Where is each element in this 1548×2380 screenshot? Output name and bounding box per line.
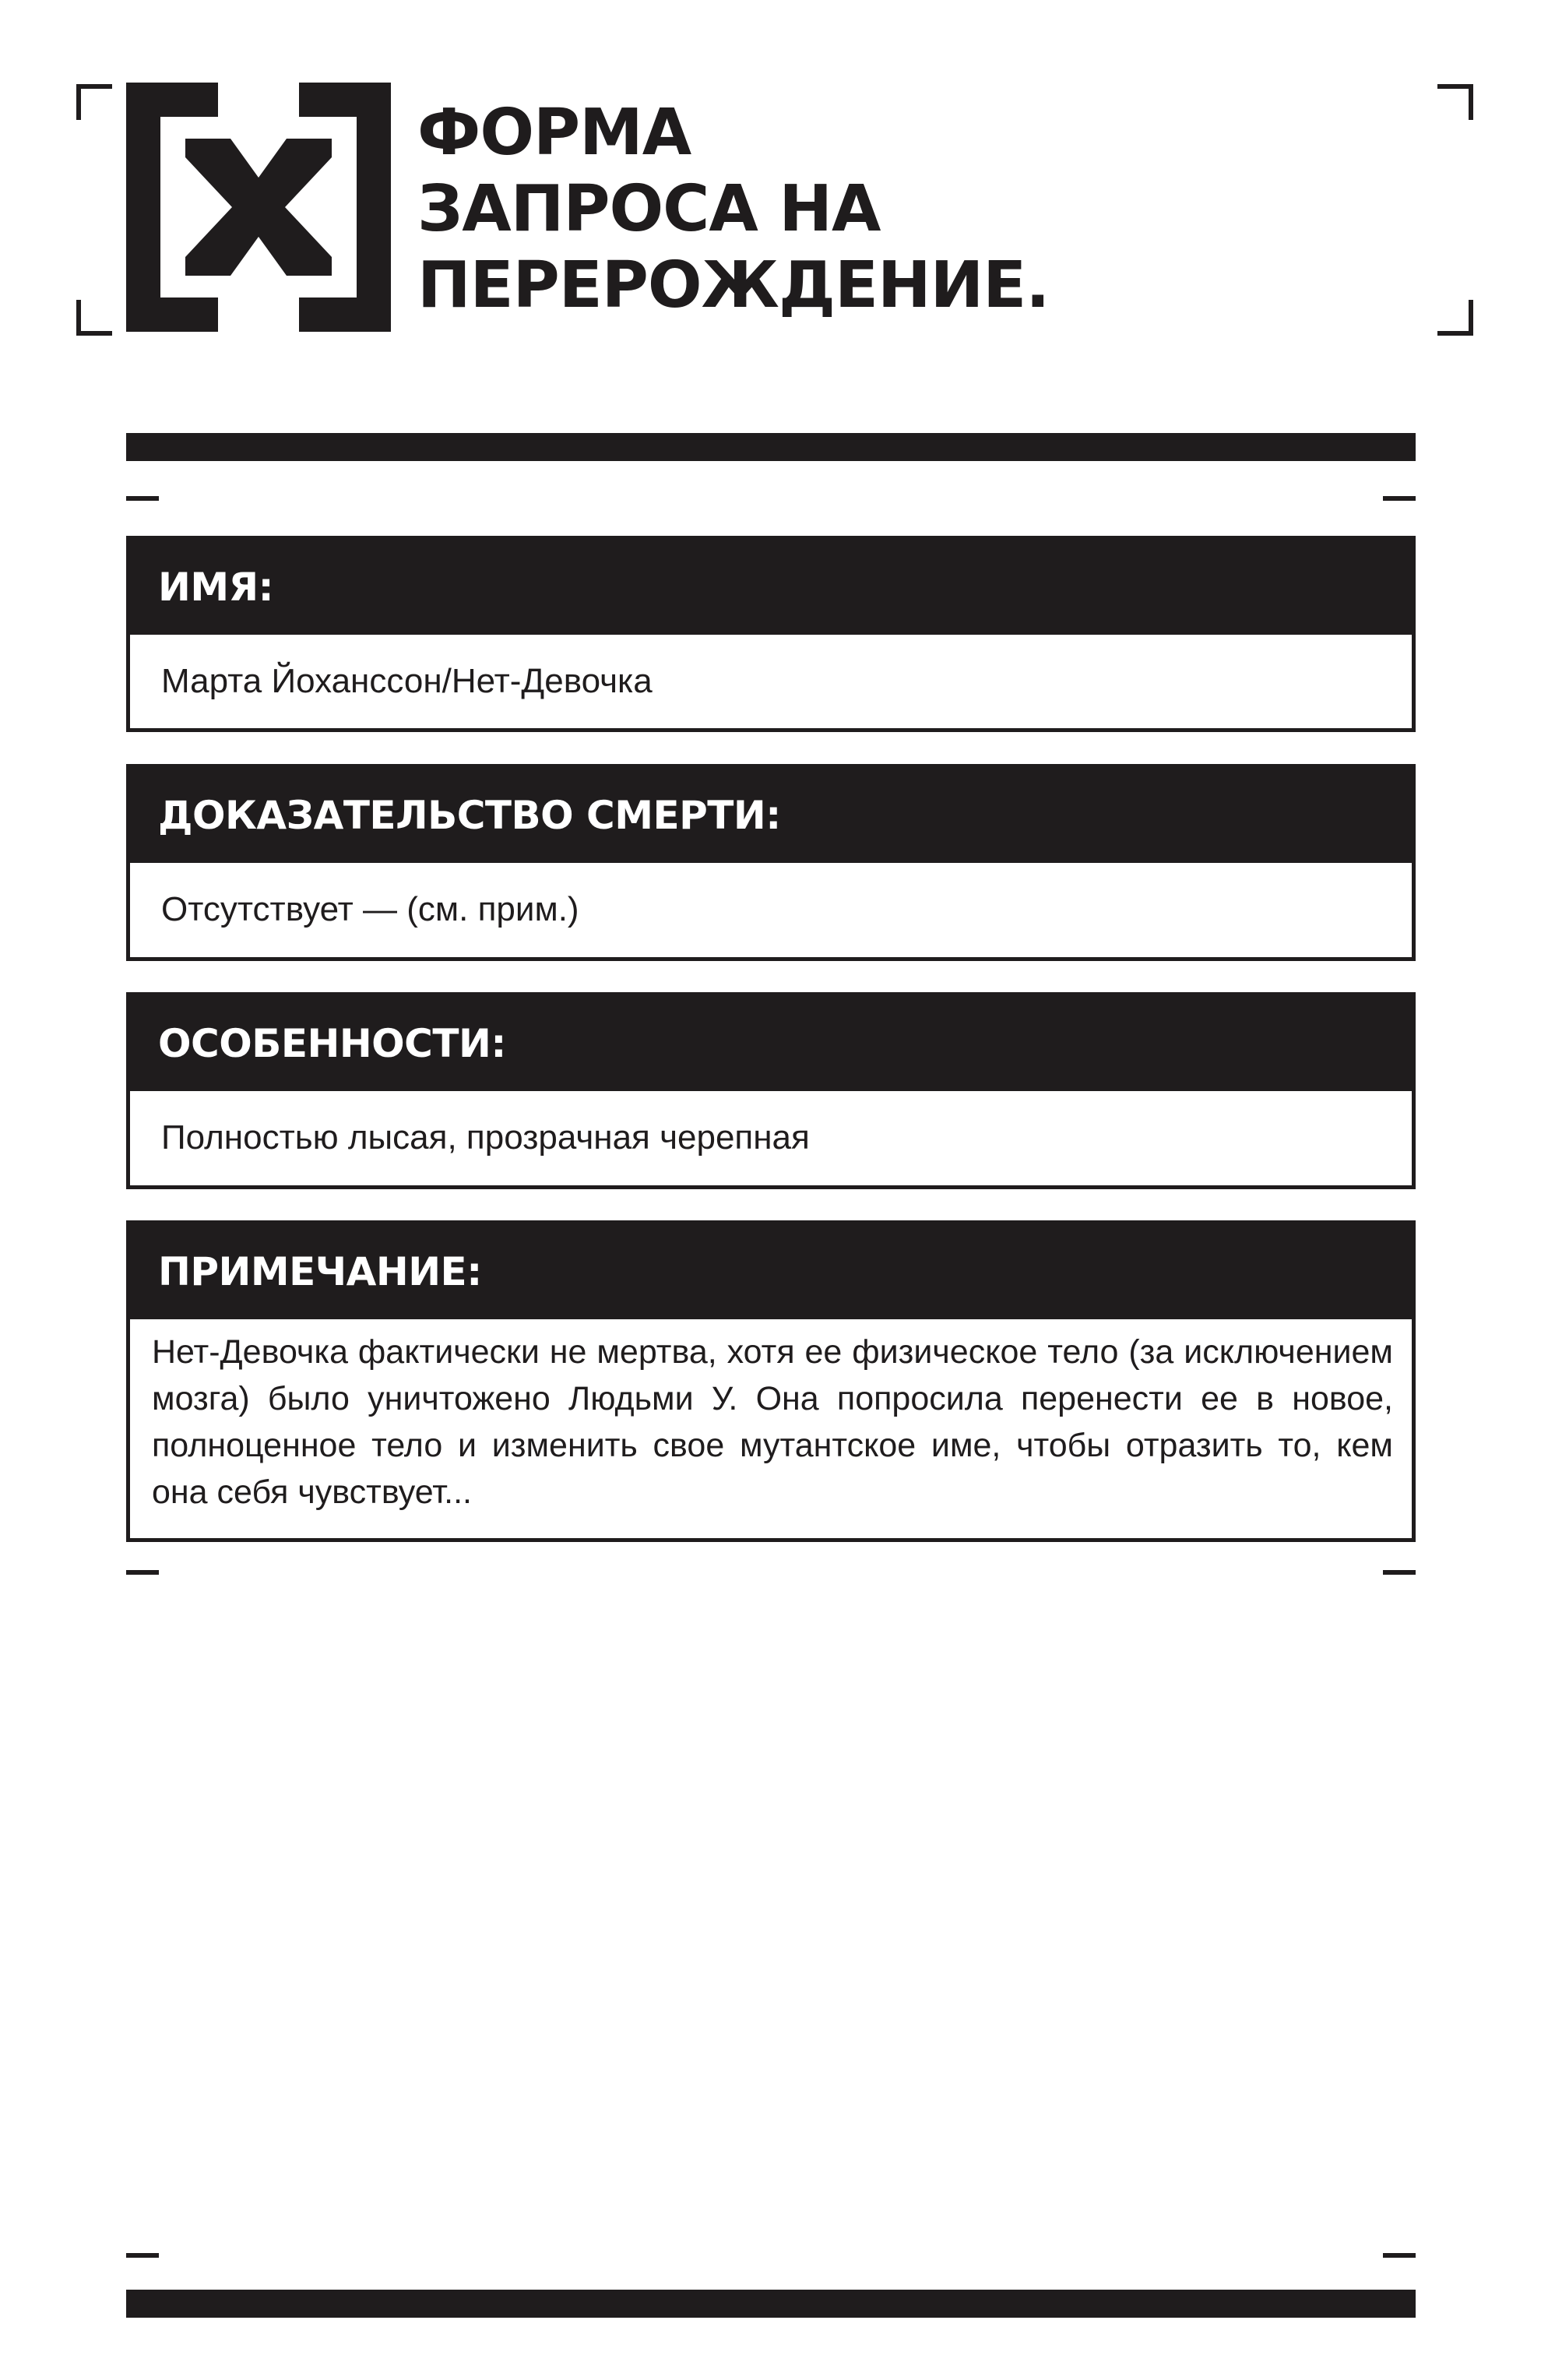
features-field	[126, 992, 1416, 1189]
tick-mark	[1383, 496, 1416, 501]
name-label: ИМЯ:	[130, 540, 1412, 635]
tick-mark	[126, 1570, 159, 1575]
name-value: Марта Йоханссон/Нет-Девочка	[161, 662, 653, 700]
tick-mark	[1383, 1570, 1416, 1575]
title-line-2: ЗАПРОСА НА	[417, 172, 881, 246]
proof-of-death-value: Отсутствует — (см. прим.)	[161, 890, 579, 928]
form-title	[417, 95, 1049, 324]
note-value: Нет-Девочка фактически не мертва, хотя ее физическое тело (за исключением мозга) было уничтожено Людьми У. Она попросила перенести ее в новое, полноценное тело и изменить свое мутантское име, чтобы отразить то, кем она себя чувствует...	[152, 1333, 1393, 1511]
features-label: ОСОБЕННОСТИ:	[130, 996, 1412, 1091]
proof-of-death-field	[126, 764, 1416, 961]
bottom-divider-bar	[126, 2290, 1416, 2318]
note-label: ПРИМЕЧАНИЕ:	[130, 1224, 1412, 1319]
tick-mark	[126, 2253, 159, 2258]
top-divider-bar	[126, 433, 1416, 461]
corner-bracket-bottom-right	[1437, 300, 1473, 336]
tick-mark	[126, 496, 159, 501]
name-field	[126, 536, 1416, 732]
corner-bracket-top-left	[76, 84, 112, 120]
proof-of-death-label: ДОКАЗАТЕЛЬСТВО СМЕРТИ:	[130, 768, 1412, 863]
x-bracket-logo-icon	[126, 83, 391, 332]
title-line-3: ПЕРЕРОЖДЕНИЕ.	[417, 248, 1050, 322]
corner-bracket-bottom-left	[76, 300, 112, 336]
title-line-1: ФОРМА	[417, 96, 691, 170]
features-value: Полностью лысая, прозрачная черепная	[161, 1118, 810, 1157]
note-field	[126, 1220, 1416, 1542]
corner-bracket-top-right	[1437, 84, 1473, 120]
tick-mark	[1383, 2253, 1416, 2258]
